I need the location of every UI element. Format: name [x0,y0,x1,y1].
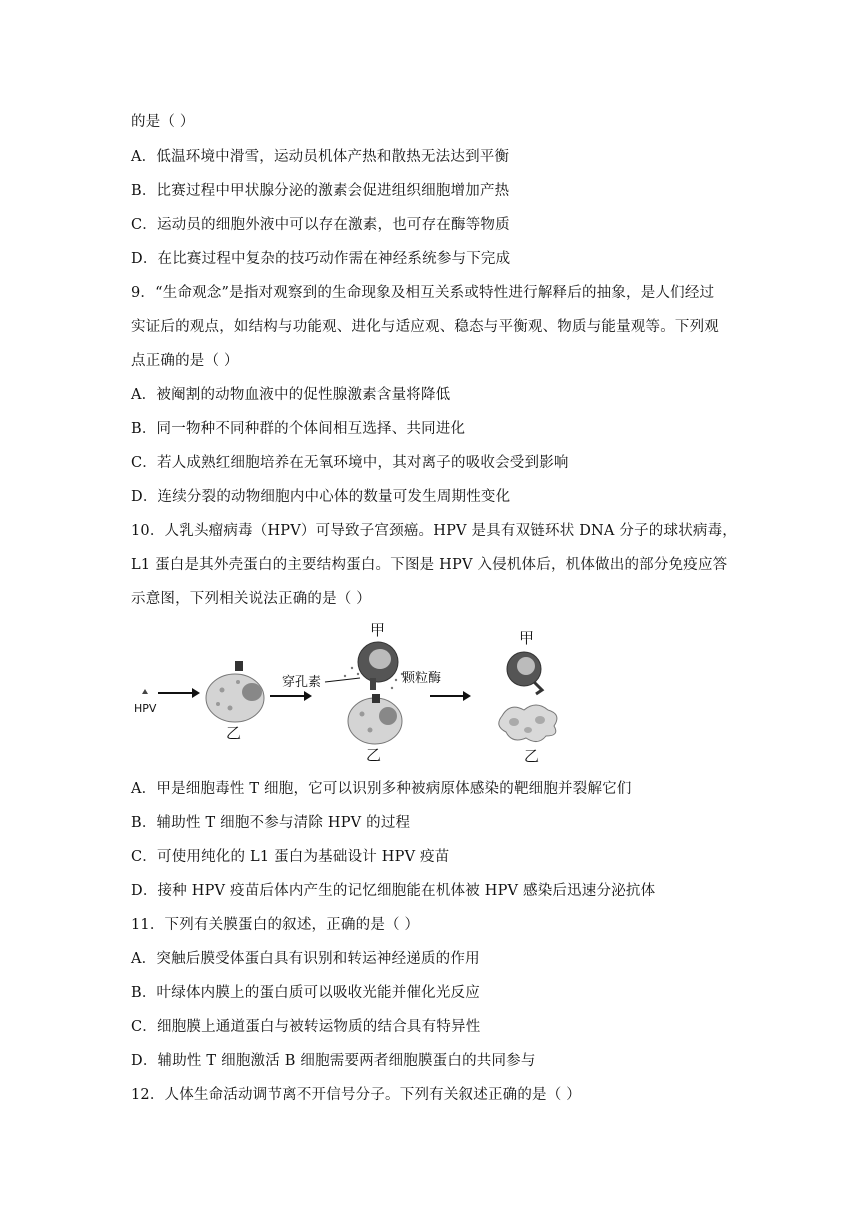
option-d: D．在比赛过程中复杂的技巧动作需在神经系统参与下完成 [131,251,511,267]
option-d: D．辅助性 T 细胞激活 B 细胞需要两者细胞膜蛋白的共同参与 [131,1053,536,1069]
infected-cell-yi [206,661,264,722]
option-b: B．同一物种不同种群的个体间相互选择、共同进化 [131,421,466,437]
cell-yi-label: 乙 [226,724,242,742]
text-line: 的是（ ） [131,114,195,130]
cytotoxic-cell-jia [358,642,398,690]
cell-yi-label: 乙 [366,746,382,764]
hpv-label: HPV [134,702,157,715]
granzyme-label: 颗粒酶 [402,671,442,686]
lysed-cell-yi [499,705,557,742]
option-b: B．比赛过程中甲状腺分泌的激素会促进组织细胞增加产热 [131,183,510,199]
option-a: A．被阉割的动物血液中的促性腺激素含量将降低 [131,387,451,403]
hpv-particle-icon [142,689,148,694]
question-9-stem: 9．“生命观念”是指对观察到的生命现象及相互关系或特性进行解释后的抽象，是人们经过 [131,285,715,301]
question-10-stem: 10．人乳头瘤病毒（HPV）可导致子宫颈癌。HPV 是具有双链环状 DNA 分子的球状病毒， [131,523,738,539]
option-d: D．接种 HPV 疫苗后体内产生的记忆细胞能在机体被 HPV 感染后迅速分泌抗体 [131,883,656,899]
option-b: B．叶绿体内膜上的蛋白质可以吸收光能并催化光反应 [131,985,480,1001]
question-9-stem: 点正确的是（ ） [131,353,239,369]
option-c: C．运动员的细胞外液中可以存在激素，也可存在酶等物质 [131,217,510,233]
perforin-label: 穿孔素 [282,675,322,690]
arrowhead-icon [192,688,200,698]
option-d: D．连续分裂的动物细胞内中心体的数量可发生周期性变化 [131,489,511,505]
cell-jia-label: 甲 [519,629,535,647]
option-b: B．辅助性 T 细胞不参与清除 HPV 的过程 [131,815,411,831]
question-12-stem: 12．人体生命活动调节离不开信号分子。下列有关叙述正确的是（ ） [131,1087,581,1103]
question-10-stem: L1 蛋白是其外壳蛋白的主要结构蛋白。下图是 HPV 入侵机体后，机体做出的部分免疫应答 [131,557,728,573]
arrowhead-icon [304,691,312,701]
question-10-stem: 示意图，下列相关说法正确的是（ ） [131,591,372,607]
arrowhead-icon [463,691,471,701]
immune-response-diagram [130,618,570,768]
option-a: A．甲是细胞毒性 T 细胞，它可以识别多种被病原体感染的靶细胞并裂解它们 [131,781,632,797]
antigen-marker-icon [235,661,243,671]
cytotoxic-cell-jia [507,652,542,694]
option-c: C．若人成熟红细胞培养在无氧环境中，其对离子的吸收会受到影响 [131,455,569,471]
infected-cell-yi [348,694,402,744]
option-a: A．突触后膜受体蛋白具有识别和转运神经递质的作用 [131,951,480,967]
option-a: A．低温环境中滑雪，运动员机体产热和散热无法达到平衡 [131,149,510,165]
option-c: C．细胞膜上通道蛋白与被转运物质的结合具有特异性 [131,1019,481,1035]
option-c: C．可使用纯化的 L1 蛋白为基础设计 HPV 疫苗 [131,849,450,865]
question-11-stem: 11．下列有关膜蛋白的叙述，正确的是（ ） [131,917,420,933]
cell-jia-label: 甲 [370,621,386,639]
question-9-stem: 实证后的观点，如结构与功能观、进化与适应观、稳态与平衡观、物质与能量观等。下列观 [131,319,719,335]
cell-yi-label: 乙 [524,747,540,765]
